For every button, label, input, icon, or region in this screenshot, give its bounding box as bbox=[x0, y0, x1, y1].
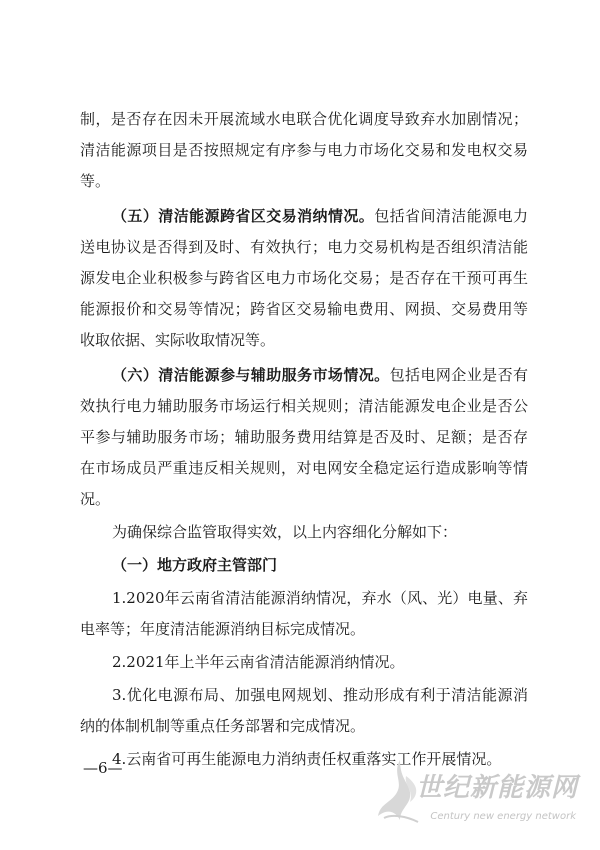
section-six-body: 包括电网企业是否有效执行电力辅助服务市场运行相关规则；清洁能源发电企业是否公平参与辅助服务市场；辅助服务费用结算是否及时、足额；是否存在市场成员严重违反相关规则，对电网安全稳定运行造成影响等情况。 bbox=[80, 366, 528, 508]
list-item-1: 1.2020年云南省清洁能源消纳情况，弃水（风、光）电量、弃电率等；年度清洁能源消纳目标完成情况。 bbox=[80, 589, 528, 638]
document-body bbox=[80, 104, 528, 775]
paragraph-section-five bbox=[80, 201, 528, 356]
watermark-subtitle: Century new energy network bbox=[430, 811, 576, 822]
paragraph-summary: 为确保综合监管取得实效，以上内容细化分解如下： bbox=[112, 523, 458, 541]
list-item-4: 4.云南省可再生能源电力消纳责任权重落实工作开展情况。 bbox=[112, 750, 502, 768]
watermark bbox=[356, 746, 586, 836]
section-five-body: 包括省间清洁能源电力送电协议是否得到及时、有效执行；电力交易机构是否组织清洁能源发电企业积极参与跨省区电力市场化交易；是否存在干预可再生能源报价和交易等情况；跨省区交易输电费用、网损、交易费用等收取依据、实际收取情况等。 bbox=[80, 207, 528, 349]
list-item-3: 3.优化电源布局、加强电网规划、推动形成有利于清洁能源消纳的体制机制等重点任务部署和完成情况。 bbox=[80, 686, 528, 735]
watermark-title: 世纪新能源网 bbox=[415, 773, 578, 803]
paragraph-section-six bbox=[80, 360, 528, 515]
section-five-heading: （五）清洁能源跨省区交易消纳情况。 bbox=[112, 207, 375, 225]
section-six-heading: （六）清洁能源参与辅助服务市场情况。 bbox=[112, 366, 390, 384]
subheading-local-government: （一）地方政府主管部门 bbox=[112, 556, 278, 574]
list-item-2: 2.2021年上半年云南省清洁能源消纳情况。 bbox=[112, 653, 405, 671]
paragraph-continuation: 制，是否存在因未开展流域水电联合优化调度导致弃水加剧情况；清洁能源项目是否按照规定有序参与电力市场化交易和发电权交易等。 bbox=[80, 110, 528, 190]
page-number: —6— bbox=[83, 759, 123, 777]
